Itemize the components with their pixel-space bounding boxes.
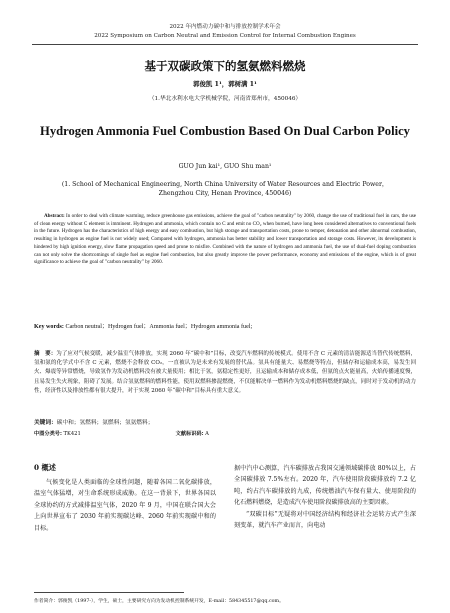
conference-title-zh: 2022 年内燃动力碳中和与排放控制学术年会 (169, 24, 281, 30)
doc-code-value: A (205, 431, 209, 437)
paper-title-en: Hydrogen Ammonia Fuel Combustion Based On Dual Carbon Policy (40, 124, 410, 138)
authors-en: GUO Jun kai¹, GUO Shu man¹ (178, 163, 272, 170)
abstract-zh (34, 350, 416, 396)
classification-line (34, 430, 416, 437)
header-rule (32, 44, 418, 45)
cls-label: 中图分类号: (34, 431, 62, 437)
doc-code-label: 文献标识码: (175, 431, 204, 437)
section-heading: 0 概述 (34, 463, 56, 472)
conference-title-en: 2022 Symposium on Carbon Neutral and Emission Control for Internal Combustion Engines (94, 33, 356, 39)
keywords-zh-label: 关键词： (34, 420, 57, 426)
keywords-en-label: Key words: (34, 324, 64, 330)
keywords-zh (34, 417, 416, 426)
affiliation-zh: （1.华北水利水电大学机械学院，河南省郑州市，450046） (148, 96, 302, 102)
footnote-rule (34, 592, 184, 593)
abstract-en-text: In order to deal with climate warming, reduce greenhouse gas emissions, achieve the goal of "carbon neutrality" by 2060, change the use of traditional fuel in cars, the use of clean energy without C element is imminent. Hydrogen and ammonia, which contain no C and emit no CO₂ when burned, have long been considered alternatives to conventional fuels in the future. Hydrogen has the characteristics of high energy and easy combustion, but high storage and transportation costs, prone to temper, detonation and other abnormal combustion, resulting in hydrogen as engine fuel is not widely used; Compared with hydrogen, ammonia has better stability and lower transportation and storage costs. However, its development is hindered by high ignition energy, slow flame propagation speed and prone to misfire. Combined with the nature of hydrogen and ammonia fuel, the use of dual-fuel doping combustion can not only solve the shortcomings of single fuel as engine fuel combustion, but also greatly improve the power performance, economy and emissions of the engine, which is of great significance to achieve the goal of "carbon neutrality" by 2060. (34, 213, 416, 266)
abstract-zh-text: 为了应对气候变暖，减少温室气体排放，实现 2060 年“碳中和”目标，改变汽车燃料的传统模式。使用不含 C 元素的清洁能源适当替代传统燃料，氢和氨的化学式中不含 C 元素，燃烧不会释放 CO₂，一直被认为是未来有发展的替代品。氢具有能量大、易燃烧等特点，但储存和运输成本高，易发生回火、爆震等异常燃烧，导致氢作为发动机燃料没有被大量使用；相比于氢，氨稳定性更好，且运输成本和储存成本低，但氨的点火能量高，火焰传播速度慢，且易发生失火现象，阻碍了发展。结合氢氨燃料的燃料性能，使用双燃料掺混燃烧，不仅能解决单一燃料作为发动机燃料燃烧的缺点，同时对于发动机的动力性，经济性以及排放性都有很大提升，对于实现 2060 年“碳中和”目标具有重大意义。 (34, 351, 416, 394)
abstract-en (34, 213, 416, 267)
abstract-zh-label: 摘 要： (34, 351, 57, 357)
keywords-zh-text: 碳中和；氢燃料；氨燃料；氢氨燃料； (56, 420, 154, 426)
keywords-en-text: Carbon neutral；Hydrogen fuel；Ammonia fuel；Hydrogen ammonia fuel; (65, 324, 253, 330)
keywords-en (34, 321, 416, 330)
body-paragraph: 据中汽中心测算，汽车碳排放占我国交通领域碳排放 80%以上，占全国碳排放 7.5%左右。2020 年，汽车使用阶段碳排放约 7.2 亿吨，约占汽车碳排放的九成，传统燃油汽车保有量大、使用阶段的化石燃料燃烧，是造成汽车使用阶段碳排放高的主要因素。 (234, 465, 416, 507)
cls-value: TK421 (63, 431, 81, 437)
authors-zh: 郭俊凯 1¹，郭树满 1¹ (193, 80, 257, 88)
author-footnote: 作者简介：郭俊凯（1997-），学生，硕士，主要研究方向为发动机控制系统开发，E-mail：584345517@qq.com。 (34, 599, 284, 604)
affiliation-en: (1. School of Mechanical Engineering, North China University of Water Resources and Electric Power，Zhengzhou City, Henan Province, 450046) (61, 181, 389, 197)
paper-title-zh: 基于双碳政策下的氢氨燃料燃烧 (144, 59, 306, 73)
body-column-left: 气候变化是人类面临的全球性问题，随着各国二氧化碳排放，温室气体猛增，对生命系统形成威胁。在这一背景下，世界各国以全球协约的方式减排温室气体，2020 年 9 月，中国在联合国大会上向世界宣布了 2030 年前实现碳达峰、2060 年前实现碳中和的目标。 (34, 479, 216, 532)
abstract-en-label: Abstract: (44, 213, 65, 219)
body-column-right (234, 463, 416, 531)
body-paragraph: “双碳目标”无疑将对中国经济结构和经济社会运转方式产生深刻变革，就汽车产业而言，向电动 (234, 510, 416, 530)
